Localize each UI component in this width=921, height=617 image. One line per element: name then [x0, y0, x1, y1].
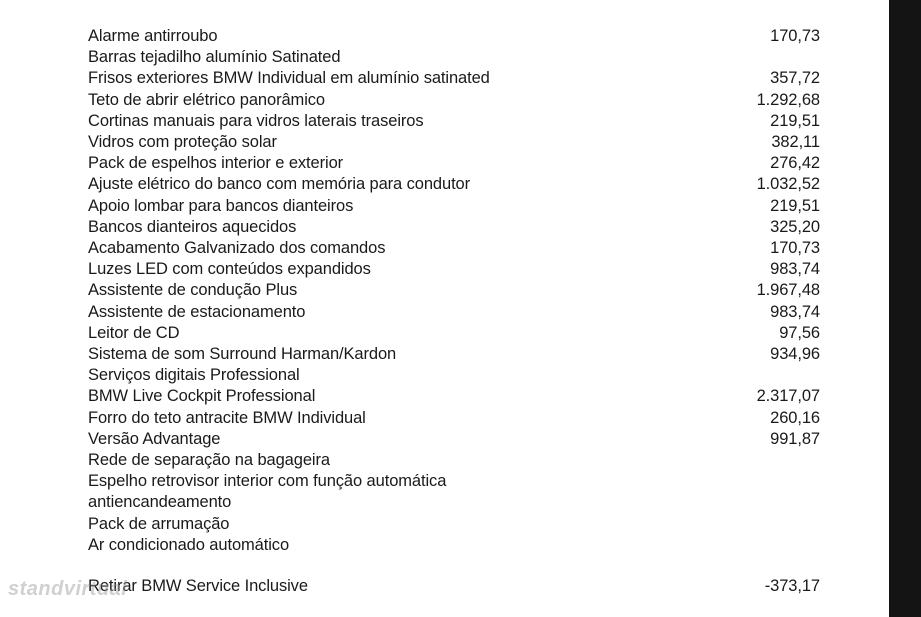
item-price: 983,74	[770, 260, 820, 279]
item-description: Sistema de som Surround Harman/Kardon	[88, 345, 397, 364]
item-price: 1.032,52	[756, 175, 820, 194]
list-item	[88, 174, 820, 195]
watermark-logo: standvirtual	[8, 578, 128, 600]
item-price: 219,51	[770, 111, 820, 130]
list-item	[88, 429, 820, 450]
item-price: 2.317,07	[756, 387, 820, 406]
item-description: Teto de abrir elétrico panorâmico	[88, 90, 325, 109]
item-description: Versão Advantage	[88, 429, 221, 448]
item-description: Barras tejadilho alumínio Satinated	[88, 48, 341, 67]
list-item	[88, 535, 820, 556]
item-description: Vidros com proteção solar	[88, 133, 277, 152]
item-description: Pack de espelhos interior e exterior	[88, 154, 344, 173]
list-item	[88, 514, 820, 535]
item-price: 983,74	[770, 302, 820, 321]
item-description: Assistente de condução Plus	[88, 281, 298, 300]
list-item	[88, 111, 820, 132]
item-description: Bancos dianteiros aquecidos	[88, 217, 297, 236]
item-description: Espelho retrovisor interior com função automática	[88, 472, 447, 491]
item-price: 934,96	[770, 345, 820, 364]
list-item	[88, 344, 820, 365]
item-price: 357,72	[770, 69, 820, 88]
list-item	[88, 408, 820, 429]
item-description: Frisos exteriores BMW Individual em alumínio satinated	[88, 69, 490, 88]
item-price: 170,73	[770, 239, 820, 258]
list-item	[88, 259, 820, 280]
item-description: Pack de arrumação	[88, 514, 230, 533]
list-item	[88, 68, 820, 89]
equipment-list	[88, 26, 820, 556]
service-removal-row	[88, 576, 820, 597]
item-description: Luzes LED com conteúdos expandidos	[88, 260, 371, 279]
list-item	[88, 450, 820, 471]
item-price: 382,11	[771, 133, 820, 152]
item-description: Alarme antirroubo	[88, 27, 218, 45]
item-description: Serviços digitais Professional	[88, 366, 300, 385]
item-price: 276,42	[770, 154, 820, 173]
item-description: Forro do teto antracite BMW Individual	[88, 408, 366, 427]
item-price: 260,16	[770, 408, 820, 427]
item-description: BMW Live Cockpit Professional	[88, 387, 316, 406]
item-price: 991,87	[770, 429, 820, 448]
list-item	[88, 471, 820, 492]
item-description: Rede de separação na bagageira	[88, 451, 330, 470]
list-item	[88, 132, 820, 153]
list-item	[88, 90, 820, 111]
list-item	[88, 26, 820, 47]
list-item	[88, 238, 820, 259]
list-item	[88, 280, 820, 301]
item-price: 1.967,48	[756, 281, 820, 300]
item-price: 170,73	[770, 27, 820, 45]
list-item	[88, 153, 820, 174]
item-description: Cortinas manuais para vidros laterais traseiros	[88, 111, 424, 130]
item-description: Leitor de CD	[88, 323, 180, 342]
item-price: 219,51	[770, 196, 820, 215]
item-price: 325,20	[770, 217, 820, 236]
list-item	[88, 196, 820, 217]
list-item	[88, 323, 820, 344]
list-item	[88, 365, 820, 386]
item-description: Apoio lombar para bancos dianteiros	[88, 196, 354, 215]
item-description: Ar condicionado automático	[88, 535, 290, 554]
list-item	[88, 492, 820, 513]
item-description: antiencandeamento	[88, 493, 232, 512]
list-item	[88, 47, 820, 68]
footer-price: -373,17	[764, 577, 820, 595]
item-description: Acabamento Galvanizado dos comandos	[88, 239, 386, 258]
list-item	[88, 302, 820, 323]
item-description: Ajuste elétrico do banco com memória para condutor	[88, 175, 471, 194]
footer-description: Retirar BMW Service Inclusive	[88, 577, 308, 595]
list-item	[88, 217, 820, 238]
item-price: 1.292,68	[756, 90, 820, 109]
item-description: Assistente de estacionamento	[88, 302, 306, 321]
item-price: 97,56	[779, 323, 820, 342]
list-item	[88, 386, 820, 407]
dark-side-band	[889, 0, 921, 617]
